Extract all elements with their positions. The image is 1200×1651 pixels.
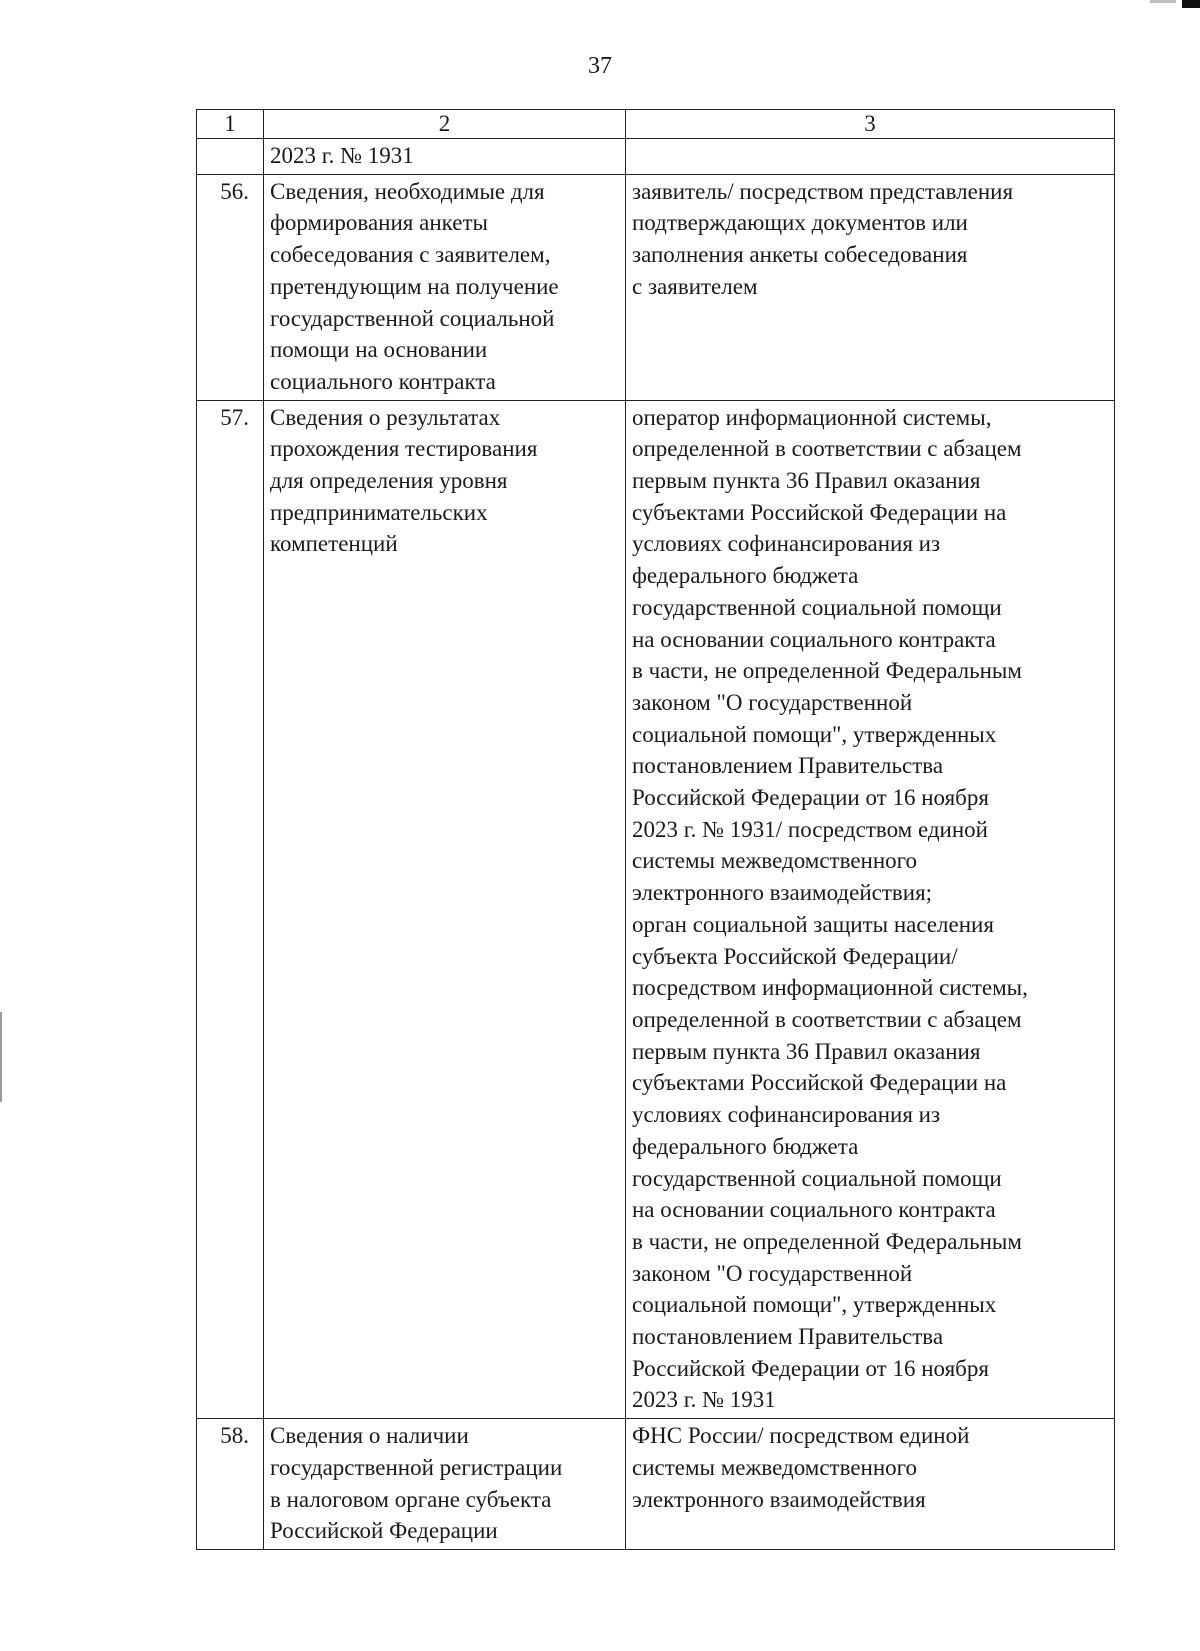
row-number: 56. [197,174,264,400]
table-row [197,139,1115,175]
scan-edge-mark [1182,0,1200,8]
table-header-row [197,110,1115,139]
row-number: 58. [197,1419,264,1550]
row-info-source: заявитель/ посредством представления подтверждающих документов или заполнения анкеты собеседования с заявителем [626,174,1115,400]
page-number: 37 [588,53,612,79]
header-cell-2: 2 [264,110,626,139]
row-info-name: Сведения о наличии государственной регистрации в налоговом органе субъекта Российской Федерации [264,1419,626,1550]
data-table [196,109,1115,1550]
header-cell-1: 1 [197,110,264,139]
row-info-source: оператор информационной системы, определенной в соответствии с абзацем первым пункта 36 Правил оказания субъектами Российской Федерации на условиях софинансирования из федерального бюджета государственной социальной помощи на основании социального контракта в части, не определенной Федеральным законом "О государственной социальной помощи", утвержденных постановлением Правительства Российской Федерации от 16 ноября 2023 г. № 1931/ посредством единой системы межведомственного электронного взаимодействия; орган социальной защиты населения субъекта Российской Федерации/ посредством информационной системы, определенной в соответствии с абзацем первым пункта 36 Правил оказания субъектами Российской Федерации на условиях софинансирования из федерального бюджета государственной социальной помощи на основании социального контракта в части, не определенной Федеральным законом "О государственной социальной помощи", утвержденных постановлением Правительства Российской Федерации от 16 ноября 2023 г. № 1931 [626,400,1115,1419]
row-info-name: Сведения о результатах прохождения тестирования для определения уровня предпринимательских компетенций [264,400,626,1419]
header-cell-3: 3 [626,110,1115,139]
row-info-name: Сведения, необходимые для формирования анкеты собеседования с заявителем, претендующим на получение государственной социальной помощи на основании социального контракта [264,174,626,400]
row-info-source: ФНС России/ посредством единой системы межведомственного электронного взаимодействия [626,1419,1115,1550]
row-info-name: 2023 г. № 1931 [264,139,626,175]
table-row [197,174,1115,400]
table-row [197,1419,1115,1550]
row-info-source [626,139,1115,175]
row-number [197,139,264,175]
scan-left-edge-mark [0,1012,2,1102]
scan-edge-mark-thin [1150,0,1176,3]
table-row [197,400,1115,1419]
row-number: 57. [197,400,264,1419]
